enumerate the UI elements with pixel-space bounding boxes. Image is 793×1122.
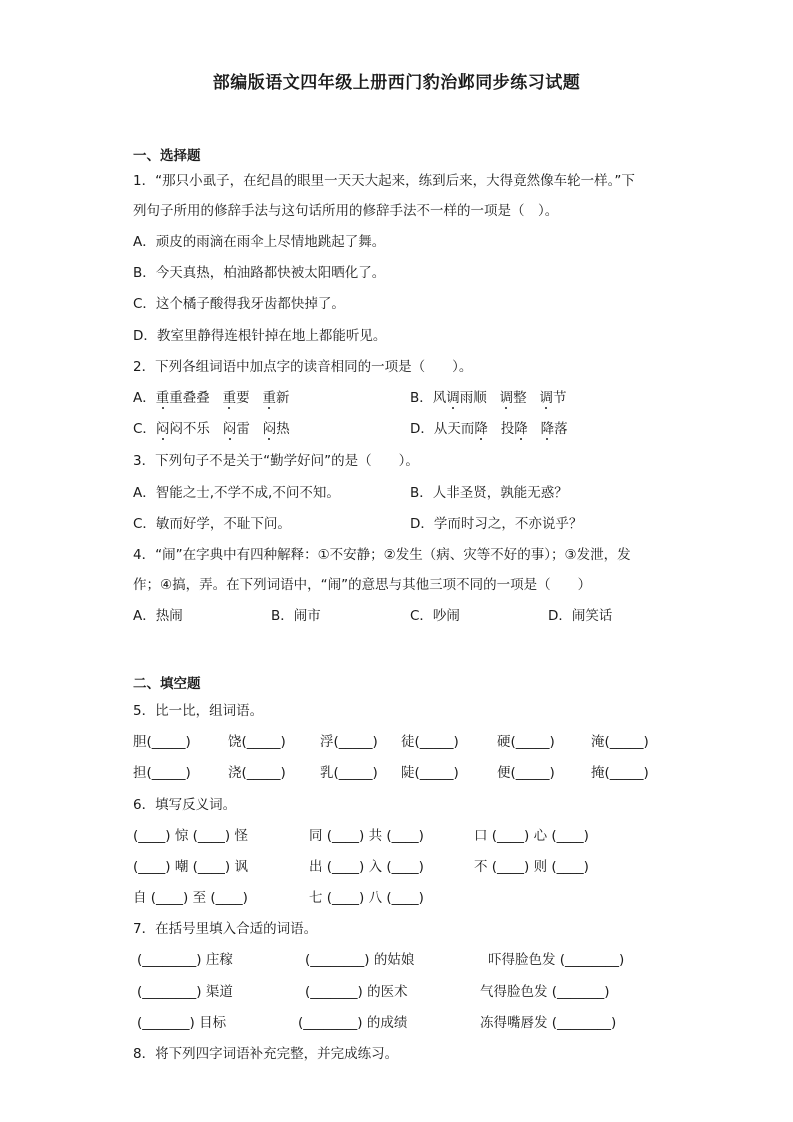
q1-stem-line2: 列句子所用的修辞手法与这句话所用的修辞手法不一样的一项是（ ）。	[133, 203, 559, 219]
q6-blank: 口 (____) 心 (____)	[474, 828, 589, 844]
q5-blank: 徒(_____)	[401, 734, 459, 750]
q6-blank: 同 (____) 共 (____)	[309, 828, 424, 844]
q5-blank: 淹(_____)	[591, 734, 649, 750]
q3-stem: 3．下列句子不是关于“勤学好问”的是（ ）。	[133, 453, 419, 469]
q2-b-word3-rest: 节	[553, 390, 567, 406]
q5-blank: 便(_____)	[497, 765, 555, 781]
q6-blank: 不 (____) 则 (____)	[474, 859, 589, 875]
q2-c-dotted-char: 闷	[155, 421, 170, 437]
q6-stem: 6．填写反义词。	[133, 797, 237, 813]
q1-stem-line1: 1．“那只小虱子，在纪昌的眼里一天天大起来，练到后来，大得竟然像车轮一样。”下	[133, 173, 635, 189]
q4-stem-line1: 4．“闹”在字典中有四种解释：①不安静；②发生（病、灾等不好的事）；③发泄，发	[133, 547, 631, 563]
q5-blank: 胆(_____)	[133, 734, 191, 750]
q7-blank: 冻得嘴唇发 (________)	[480, 1015, 617, 1031]
q2-a-dotted-char: 重	[155, 390, 170, 406]
q7-blank: (_______) 目标	[137, 1015, 227, 1031]
q2-option-c	[133, 419, 290, 439]
q3-option-a: A．智能之士,不学不成,不问不知。	[133, 485, 340, 501]
q7-stem: 7．在括号里填入合适的词语。	[133, 921, 318, 937]
q2-d-dotted-char: 降	[540, 421, 555, 437]
q2-a-dotted-char: 重	[222, 390, 237, 406]
q5-stem: 5．比一比，组词语。	[133, 703, 264, 719]
q3-option-c: C．敏而好学，不耻下问。	[133, 516, 291, 532]
q5-blank: 饶(_____)	[228, 734, 286, 750]
q2-a-prefix: A．	[133, 390, 156, 406]
q5-blank: 担(_____)	[133, 765, 191, 781]
q6-blank: 七 (____) 八 (____)	[309, 890, 424, 906]
q3-option-b: B．人非圣贤，孰能无惑？	[410, 485, 568, 501]
q2-b-word2-rest: 整	[513, 390, 527, 406]
q7-blank: 吓得脸色发 (________)	[488, 952, 625, 968]
q5-blank: 硬(_____)	[497, 734, 555, 750]
q2-b-prefix: B．风	[410, 390, 447, 406]
q2-d-prefix: D．从天而	[410, 421, 475, 437]
q3-option-d: D．学而时习之，不亦说乎？	[410, 516, 583, 532]
q2-c-dotted-char: 闷	[262, 421, 277, 437]
q6-blank: 自 (____) 至 (____)	[133, 890, 248, 906]
q2-c-word1-rest: 闷不乐	[169, 421, 210, 437]
section-heading-fill: 二、填空题	[133, 676, 201, 692]
q2-option-a	[133, 388, 290, 408]
q2-d-dotted-char: 降	[514, 421, 528, 437]
q1-option-a: A．顽皮的雨滴在雨伞上尽情地跳起了舞。	[133, 234, 386, 250]
page-title: 部编版语文四年级上册西门豹治邺同步练习试题	[212, 73, 581, 93]
q4-option-c: C．吵闹	[410, 608, 460, 624]
q2-c-dotted-char: 闷	[222, 421, 237, 437]
q4-option-d: D．闹笑话	[548, 608, 613, 624]
q7-blank: 气得脸色发 (_______)	[480, 984, 610, 1000]
q8-stem: 8．将下列四字词语补充完整，并完成练习。	[133, 1046, 399, 1062]
q5-blank: 掩(_____)	[591, 765, 649, 781]
q2-b-dotted-char: 调	[446, 390, 460, 406]
q5-blank: 浇(_____)	[228, 765, 286, 781]
q7-blank: (________) 的成绩	[298, 1015, 408, 1031]
q7-blank: (________) 渠道	[137, 984, 233, 1000]
q2-c-word2-rest: 雷	[236, 421, 250, 437]
q2-a-dotted-char: 重	[262, 390, 276, 406]
q2-d-word3-rest: 落	[554, 421, 568, 437]
q2-stem: 2．下列各组词语中加点字的读音相同的一项是（ ）。	[133, 359, 473, 375]
q6-blank: (____) 嘲 (____) 讽	[133, 859, 248, 875]
q6-blank: 出 (____) 入 (____)	[309, 859, 424, 875]
q2-c-prefix: C．	[133, 421, 156, 437]
q2-b-dotted-char: 调	[539, 390, 554, 406]
q4-stem-line2: 作；④搞，弄。在下列词语中，“闹”的意思与其他三项不同的一项是（ ）	[133, 577, 592, 593]
q5-blank: 浮(_____)	[320, 734, 378, 750]
q2-option-d	[410, 419, 568, 439]
q2-a-word1-rest: 重叠叠	[169, 390, 210, 406]
q4-option-a: A．热闹	[133, 608, 183, 624]
q7-blank: (_______) 的医术	[305, 984, 408, 1000]
q6-blank: (____) 惊 (____) 怪	[133, 828, 248, 844]
q2-b-dotted-char: 调	[499, 390, 514, 406]
q4-option-b: B．闹市	[271, 608, 321, 624]
q2-d-word2-first: 投	[500, 421, 515, 437]
q2-d-dotted-char: 降	[474, 421, 488, 437]
q1-option-d: D．教室里静得连根针掉在地上都能听见。	[133, 328, 387, 344]
q5-blank: 陡(_____)	[401, 765, 459, 781]
section-heading-choice: 一、选择题	[133, 148, 201, 164]
q7-blank: (________) 庄稼	[137, 952, 233, 968]
q1-option-c: C．这个橘子酸得我牙齿都快掉了。	[133, 296, 345, 312]
q2-b-word1-rest: 雨顺	[459, 390, 487, 406]
q5-blank: 乳(_____)	[320, 765, 378, 781]
q1-option-b: B．今天真热，柏油路都快被太阳晒化了。	[133, 265, 386, 281]
q2-a-word3-rest: 新	[276, 390, 290, 406]
q2-c-word3-rest: 热	[276, 421, 290, 437]
q2-a-word2-rest: 要	[236, 390, 250, 406]
q7-blank: (________) 的姑娘	[305, 952, 415, 968]
q2-option-b	[410, 388, 567, 408]
